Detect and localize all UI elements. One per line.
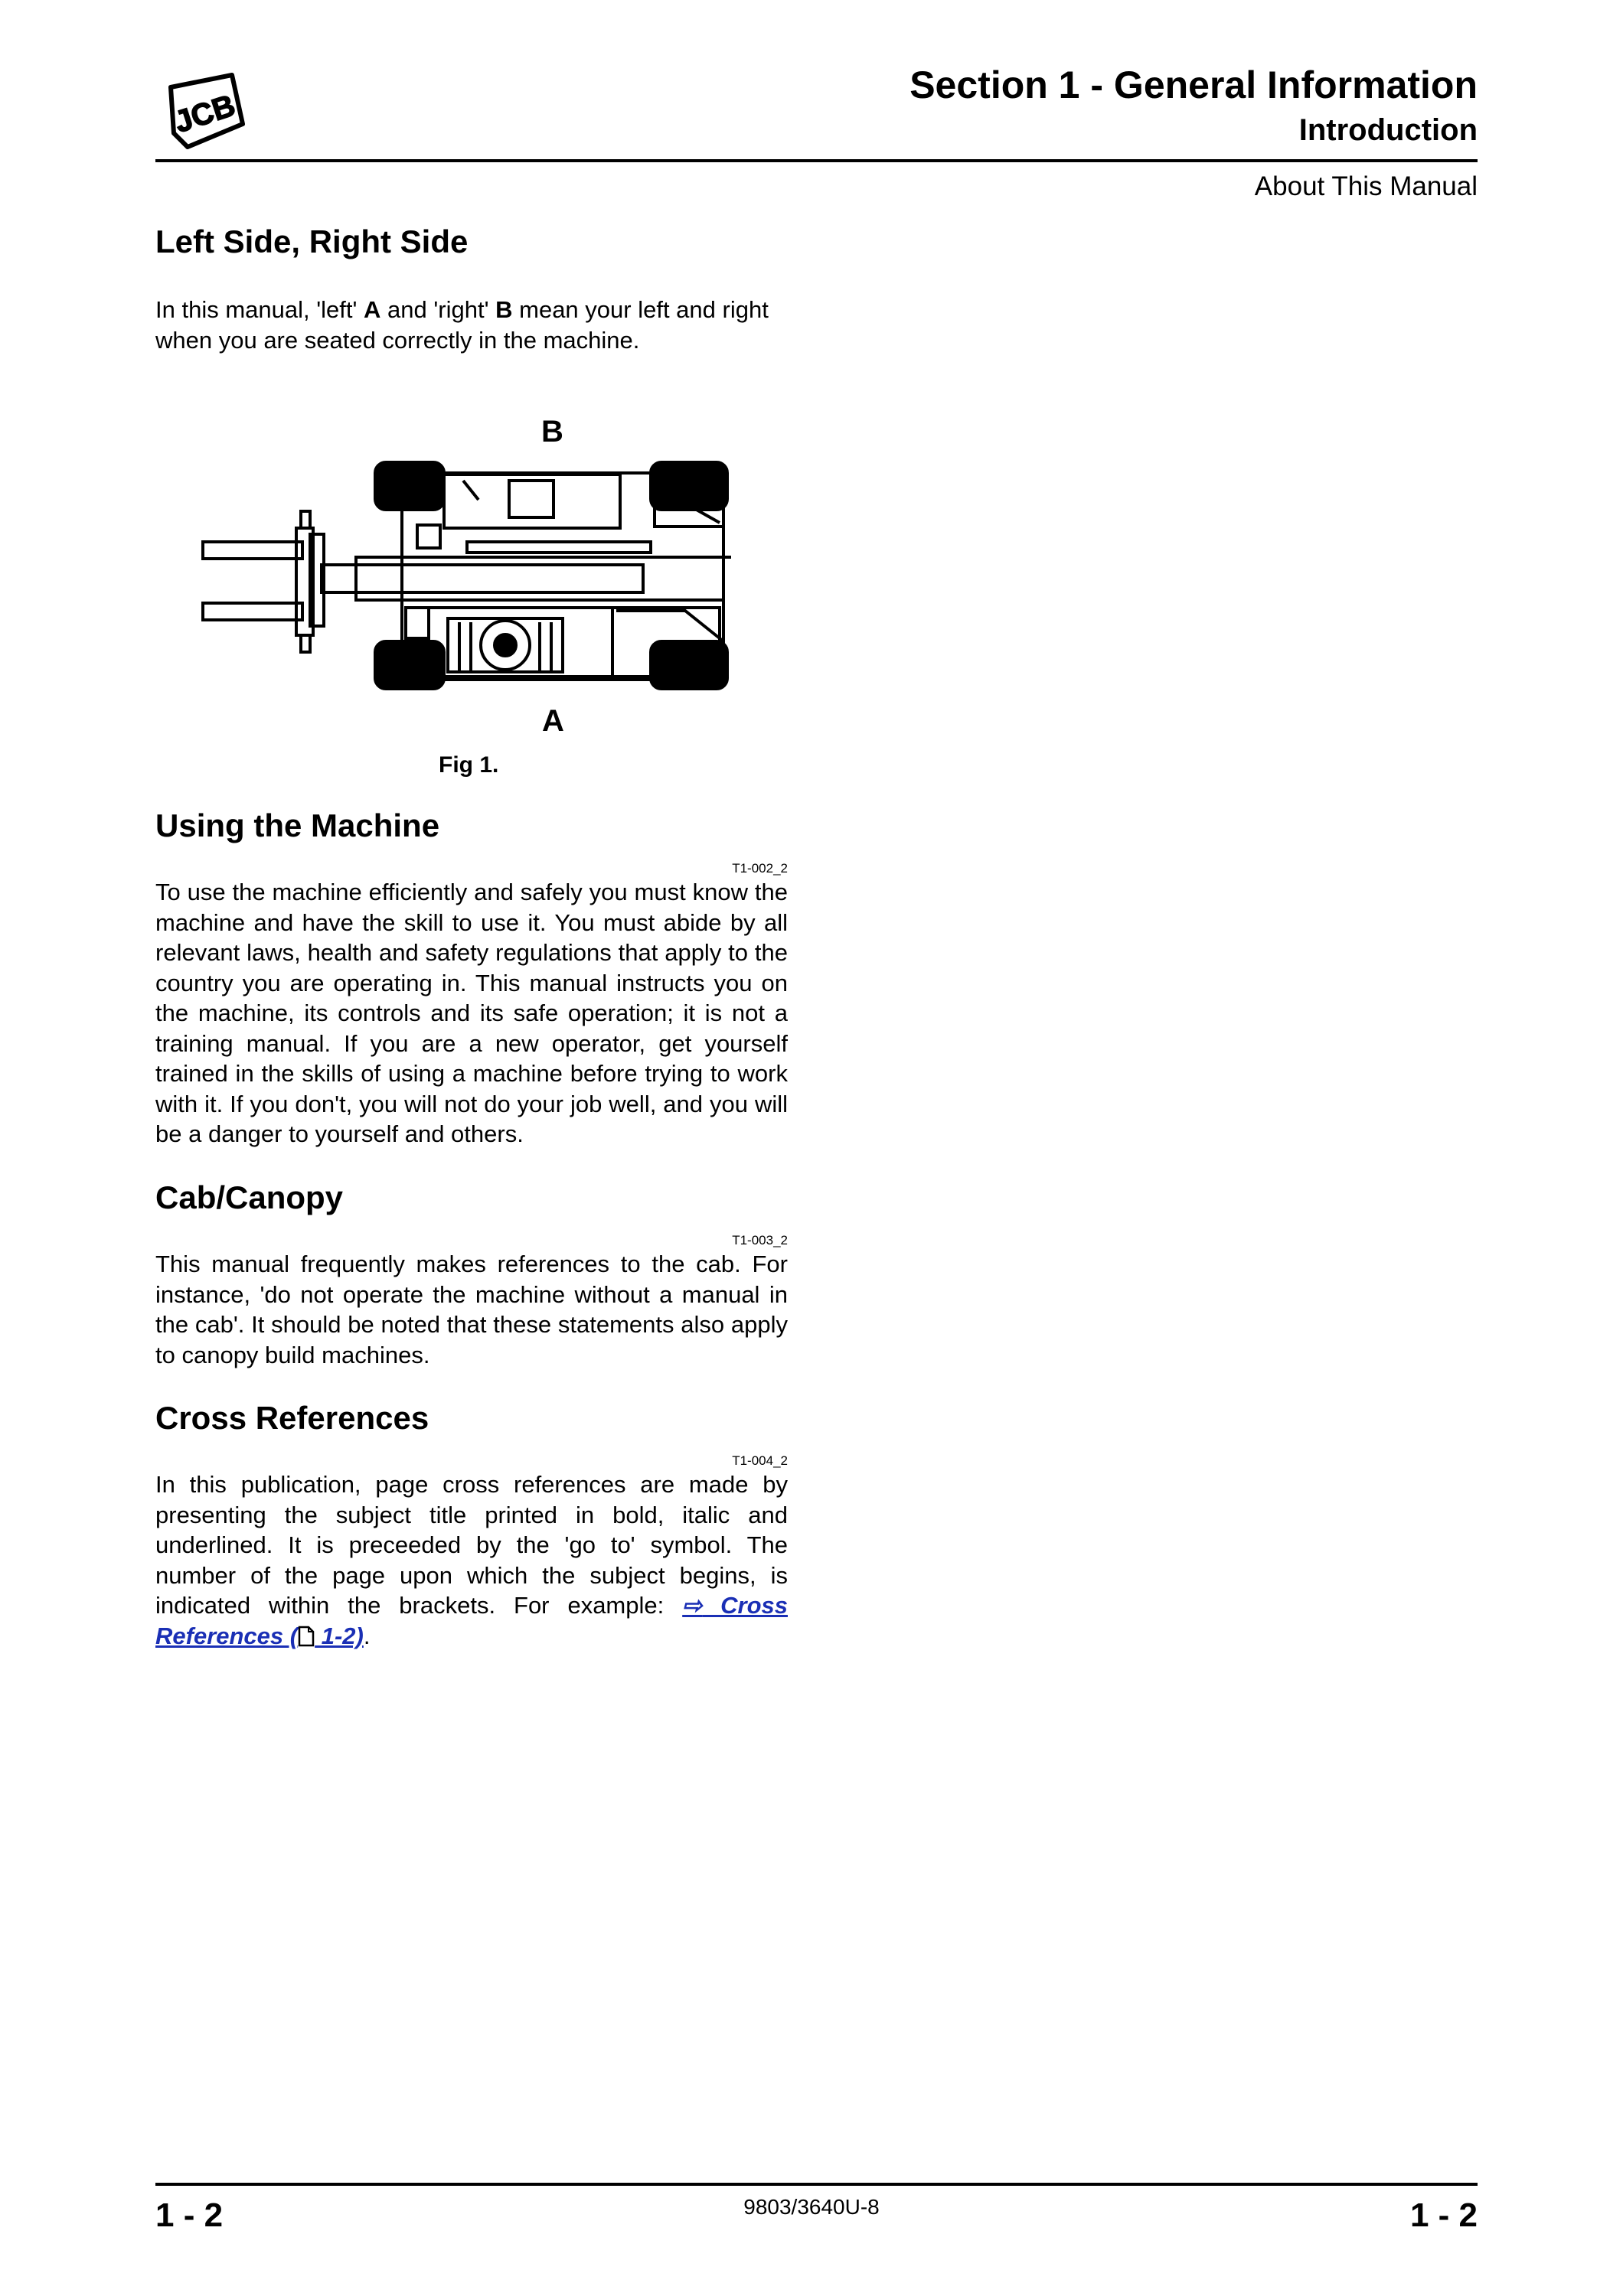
machine-top-view-illustration xyxy=(195,458,746,695)
cab-canopy-code-row xyxy=(155,1233,788,1248)
cross-refs-code: T1-004_2 xyxy=(732,1453,788,1468)
left-right-text: In this manual, 'left' A and 'right' B mean your left and right when you are seated correctly in the machine. xyxy=(155,296,769,354)
using-machine-text: To use the machine efficiently and safely you must know the machine and have the skill to use it. You must abide by all relevant laws, health and safety regulations that apply to the country you are operating in. This manual instructs you on the machine, its controls and its safe operation; it is not a training manual. If you are a new operator, get yourself trained in the skills of using a machine before trying to work with it. If you don't, you will not do your job well, and you will be a danger to yourself and others. xyxy=(155,879,788,1147)
figure-caption: Fig 1. xyxy=(439,752,499,778)
go-to-arrow-icon: ⇨ xyxy=(682,1592,703,1619)
cross-refs-heading: Cross References xyxy=(155,1400,429,1436)
left-right-heading: Left Side, Right Side xyxy=(155,223,469,259)
cab-canopy-code: T1-003_2 xyxy=(732,1233,788,1247)
cross-refs-section xyxy=(155,1400,788,1437)
left-right-section xyxy=(155,223,788,260)
jcb-logo xyxy=(157,70,249,155)
topic-title: About This Manual xyxy=(1254,171,1478,201)
using-machine-code: T1-002_2 xyxy=(732,861,788,876)
cross-refs-body xyxy=(155,1469,788,1651)
page-number-right: 1 - 2 xyxy=(1409,2197,1478,2234)
footer-rule xyxy=(155,2183,1478,2186)
cross-references-link[interactable]: ⇨ Cross References ( 1-2) xyxy=(155,1592,788,1649)
document-number: 9803/3640U-8 xyxy=(743,2195,880,2219)
logo-text: JCB xyxy=(170,88,240,140)
figure-label-b: B xyxy=(541,415,563,448)
label-b-ref: B xyxy=(495,296,513,323)
page-icon xyxy=(298,1626,315,1647)
using-machine-heading: Using the Machine xyxy=(155,807,440,843)
header-rule xyxy=(155,159,1478,162)
left-right-body xyxy=(155,295,788,355)
page-number-left: 1 - 2 xyxy=(155,2197,224,2234)
cross-refs-code-row xyxy=(155,1453,788,1469)
using-machine-body xyxy=(155,877,788,1150)
cross-refs-text: In this publication, page cross references are made by presenting the subject title printed in bold, italic and underlined. It is preceeded by the 'go to' symbol. The number of the page upon which the subject begins, is indicated within the brackets. For example: ⇨ Cross References ( 1-2). xyxy=(155,1471,788,1649)
cab-canopy-text: This manual frequently makes references to the cab. For instance, 'do not operate the machine without a manual in the cab'. It should be noted that these statements also apply to canopy build machines. xyxy=(155,1251,788,1368)
cab-canopy-body xyxy=(155,1249,788,1370)
label-a-ref: A xyxy=(364,296,381,323)
using-machine-section xyxy=(155,807,788,844)
cab-canopy-section xyxy=(155,1179,788,1216)
using-machine-code-row xyxy=(155,861,788,876)
cab-canopy-heading: Cab/Canopy xyxy=(155,1179,344,1215)
chapter-title: Introduction xyxy=(1298,113,1478,147)
section-title: Section 1 - General Information xyxy=(909,64,1478,106)
figure-label-a: A xyxy=(542,704,564,738)
